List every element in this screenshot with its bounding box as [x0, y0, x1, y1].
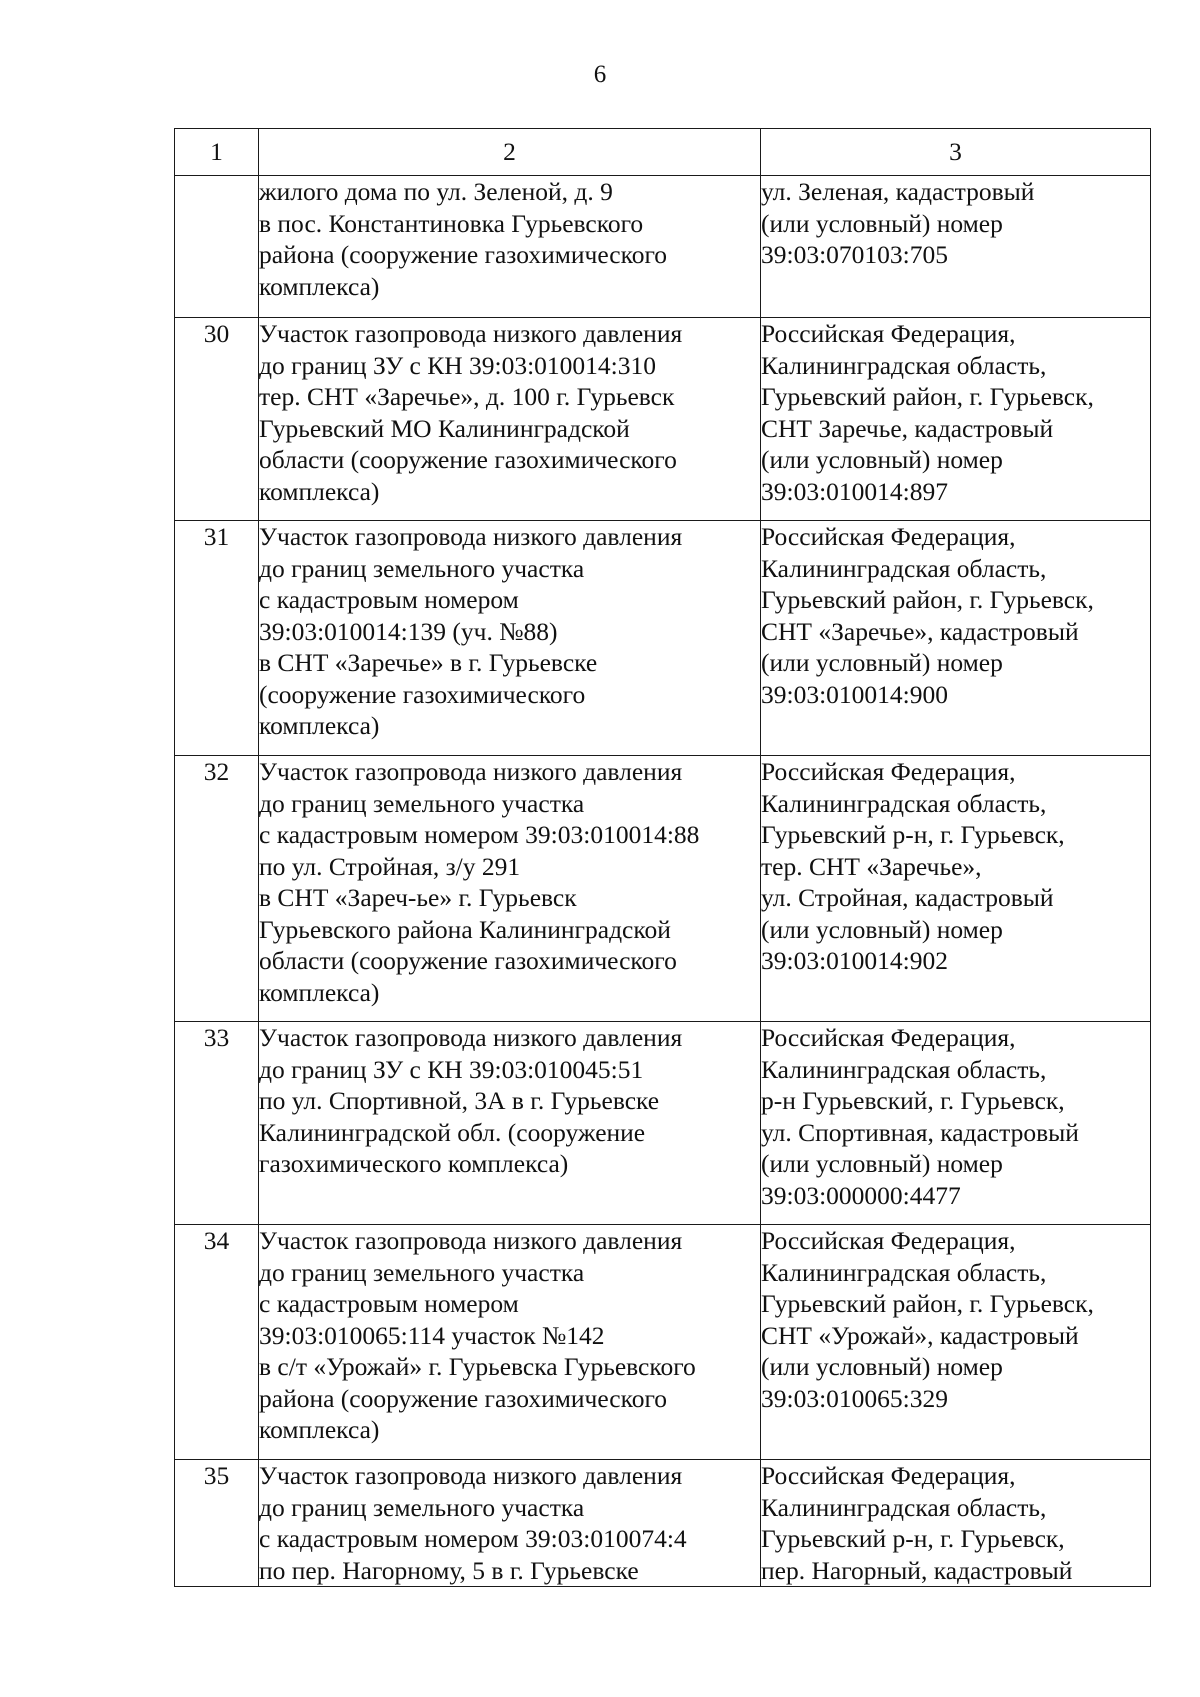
address-line: 39:03:010014:900 — [761, 679, 949, 709]
description-line: с кадастровым номером — [259, 585, 519, 614]
address-line: ул. Спортивная, кадастровый — [761, 1117, 1079, 1147]
address-line: Российская Федерация, — [761, 1461, 1016, 1490]
description-line: Участок газопровода низкого давления — [259, 319, 683, 348]
description-line: Участок газопровода низкого давления — [259, 757, 683, 786]
address-line: Российская Федерация, — [761, 1226, 1016, 1255]
description-line: тер. СНТ «Заречье», д. 100 г. Гурьевск — [259, 382, 675, 411]
address-line: 39:03:010014:897 — [761, 476, 949, 506]
address-line: Калининградская область, — [761, 350, 1047, 380]
page-number: 6 — [593, 61, 607, 88]
description-line: с кадастровым номером 39:03:010014:88 — [259, 820, 700, 849]
description-line: комплекса) — [259, 711, 380, 740]
address-line: пер. Нагорный, кадастровый — [761, 1555, 1073, 1585]
address-line: Российская Федерация, — [761, 757, 1016, 786]
description-line: в с/т «Урожай» г. Гурьевска Гурьевского — [259, 1352, 696, 1381]
object-description — [259, 1460, 761, 1587]
object-description — [259, 318, 761, 521]
object-address — [761, 1225, 1151, 1460]
description-line: Участок газопровода низкого давления — [259, 1023, 683, 1052]
description-line: до границ земельного участка — [259, 1257, 585, 1287]
description-line: в СНТ «Заречье» в г. Гурьевске — [259, 648, 598, 677]
table-row — [175, 176, 1151, 318]
description-line: комплекса) — [259, 476, 380, 506]
object-description — [259, 1022, 761, 1225]
object-address — [761, 176, 1151, 318]
object-description — [259, 1225, 761, 1460]
address-line: Гурьевский р-н, г. Гурьевск, — [761, 1524, 1065, 1553]
column-header-number: 1 — [175, 129, 259, 176]
row-number: 31 — [175, 521, 259, 756]
address-line: (или условный) номер — [761, 1352, 1003, 1381]
description-line: до границ земельного участка — [259, 788, 585, 818]
object-address — [761, 756, 1151, 1022]
description-line: по ул. Спортивной, 3А в г. Гурьевске — [259, 1086, 660, 1115]
column-header-object: 2 — [259, 129, 761, 176]
description-line: до границ ЗУ с КН 39:03:010014:310 — [259, 350, 657, 380]
row-number — [175, 176, 259, 318]
address-line: Калининградская область, — [761, 1054, 1047, 1084]
description-line: газохимического комплекса) — [259, 1149, 569, 1178]
address-line: тер. СНТ «Заречье», — [761, 851, 982, 881]
description-line: Участок газопровода низкого давления — [259, 1461, 683, 1490]
address-line: р-н Гурьевский, г. Гурьевск, — [761, 1086, 1065, 1115]
description-line: 39:03:010065:114 участок №142 — [259, 1320, 605, 1350]
object-address — [761, 1022, 1151, 1225]
row-number: 33 — [175, 1022, 259, 1225]
address-line: 39:03:070103:705 — [761, 240, 949, 269]
table-row — [175, 1022, 1151, 1225]
row-number: 30 — [175, 318, 259, 521]
address-line: Калининградская область, — [761, 553, 1047, 583]
row-number: 34 — [175, 1225, 259, 1460]
description-line: до границ земельного участка — [259, 553, 585, 583]
address-line: Гурьевский район, г. Гурьевск, — [761, 585, 1094, 614]
description-line: до границ земельного участка — [259, 1492, 585, 1522]
description-line: района (сооружение газохимического — [259, 240, 668, 269]
description-line: с кадастровым номером 39:03:010074:4 — [259, 1524, 687, 1553]
address-line: (или условный) номер — [761, 445, 1003, 474]
address-line: ул. Стройная, кадастровый — [761, 883, 1054, 912]
address-line: СНТ «Заречье», кадастровый — [761, 616, 1079, 646]
table-row — [175, 1225, 1151, 1460]
description-line: (сооружение газохимического — [259, 679, 586, 709]
address-line: (или условный) номер — [761, 208, 1003, 238]
row-number: 32 — [175, 756, 259, 1022]
description-line: по ул. Стройная, з/у 291 — [259, 851, 521, 881]
header-row — [175, 129, 1151, 176]
description-line: в пос. Константиновка Гурьевского — [259, 208, 644, 238]
column-header-address: 3 — [761, 129, 1151, 176]
row-number: 35 — [175, 1460, 259, 1587]
address-line: Гурьевский район, г. Гурьевск, — [761, 1289, 1094, 1318]
description-line: Гурьевский МО Калининградской — [259, 413, 630, 443]
description-line: Калининградской обл. (сооружение — [259, 1117, 646, 1147]
description-line: Гурьевского района Калининградской — [259, 914, 671, 944]
description-line: до границ ЗУ с КН 39:03:010045:51 — [259, 1054, 644, 1084]
description-line: области (сооружение газохимического — [259, 946, 677, 975]
object-address — [761, 1460, 1151, 1587]
description-line: области (сооружение газохимического — [259, 445, 677, 474]
address-line: Гурьевский район, г. Гурьевск, — [761, 382, 1094, 411]
address-line: 39:03:010065:329 — [761, 1383, 949, 1413]
address-line: Российская Федерация, — [761, 319, 1016, 348]
description-line: в СНТ «Зареч-ье» г. Гурьевск — [259, 883, 577, 912]
address-line: Российская Федерация, — [761, 522, 1016, 551]
table-row — [175, 756, 1151, 1022]
registry-table — [174, 128, 1151, 1587]
description-line: района (сооружение газохимического — [259, 1383, 668, 1413]
table-row — [175, 521, 1151, 756]
table-row — [175, 1460, 1151, 1587]
address-line: (или условный) номер — [761, 914, 1003, 944]
table-row — [175, 318, 1151, 521]
description-line: 39:03:010014:139 (уч. №88) — [259, 616, 558, 646]
description-line: Участок газопровода низкого давления — [259, 522, 683, 551]
object-description — [259, 176, 761, 318]
address-line: Калининградская область, — [761, 1257, 1047, 1287]
description-line: комплекса) — [259, 271, 380, 301]
description-line: по пер. Нагорному, 5 в г. Гурьевске — [259, 1555, 639, 1585]
address-line: (или условный) номер — [761, 648, 1003, 677]
address-line: Российская Федерация, — [761, 1023, 1016, 1052]
address-line: СНТ «Урожай», кадастровый — [761, 1320, 1079, 1350]
address-line: 39:03:000000:4477 — [761, 1180, 961, 1210]
address-line: Гурьевский р-н, г. Гурьевск, — [761, 820, 1065, 849]
address-line: СНТ Заречье, кадастровый — [761, 413, 1054, 443]
address-line: (или условный) номер — [761, 1149, 1003, 1178]
object-description — [259, 521, 761, 756]
address-line: 39:03:010014:902 — [761, 946, 949, 975]
object-description — [259, 756, 761, 1022]
description-line: с кадастровым номером — [259, 1289, 519, 1318]
object-address — [761, 318, 1151, 521]
description-line: комплекса) — [259, 977, 380, 1007]
description-line: жилого дома по ул. Зеленой, д. 9 — [259, 177, 613, 206]
object-address — [761, 521, 1151, 756]
address-line: Калининградская область, — [761, 788, 1047, 818]
address-line: ул. Зеленая, кадастровый — [761, 177, 1035, 206]
description-line: Участок газопровода низкого давления — [259, 1226, 683, 1255]
address-line: Калининградская область, — [761, 1492, 1047, 1522]
description-line: комплекса) — [259, 1415, 380, 1444]
